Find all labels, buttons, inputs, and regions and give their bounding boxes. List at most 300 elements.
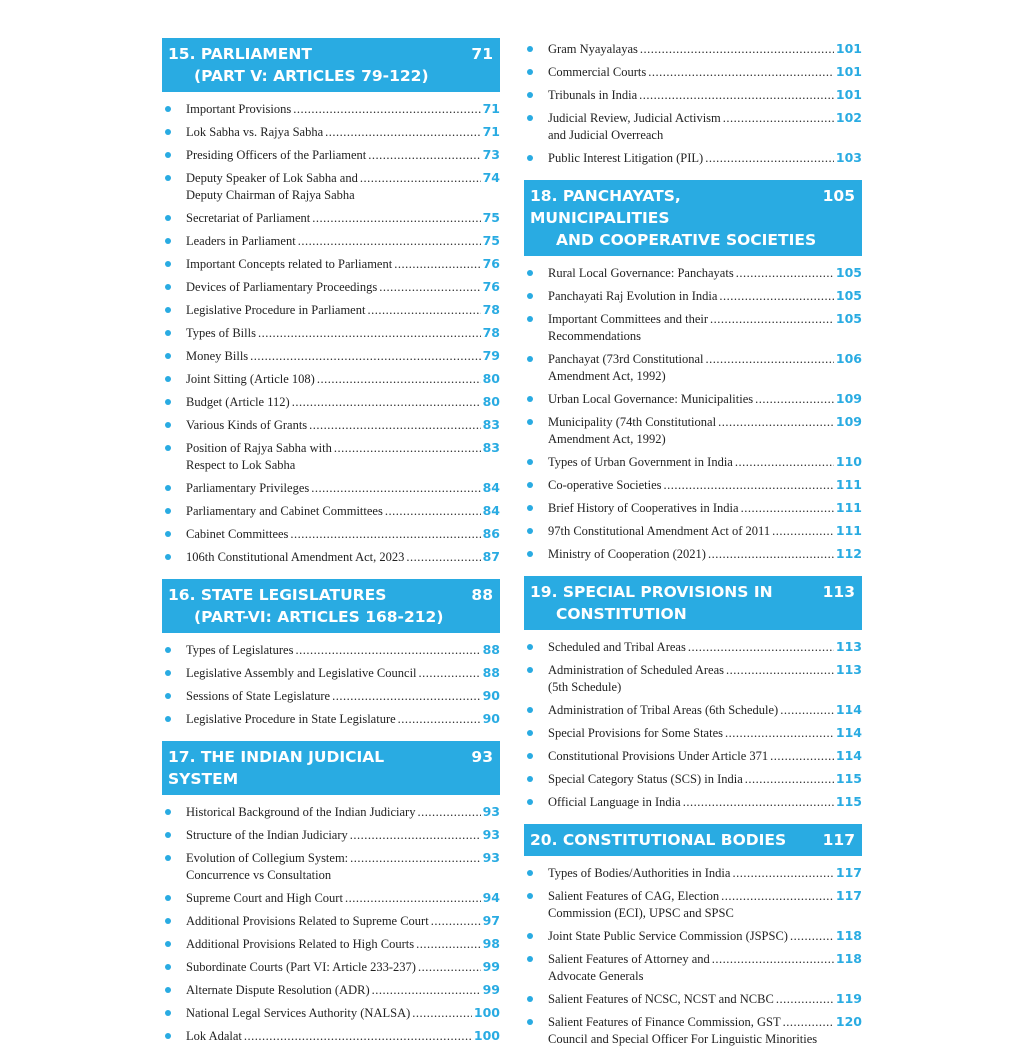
toc-entry-page: 101 (835, 64, 862, 79)
toc-entry-line (548, 149, 862, 167)
dot-leader (648, 64, 834, 81)
bullet-icon (165, 964, 171, 970)
toc-entry-page: 90 (482, 711, 500, 726)
toc-entry-line (186, 1004, 500, 1022)
toc-entry-page: 83 (482, 417, 500, 432)
section-header[interactable] (162, 741, 500, 795)
toc-entry[interactable] (162, 167, 500, 207)
toc-entry[interactable] (162, 523, 500, 546)
dot-leader (295, 642, 480, 659)
toc-entry-line (548, 350, 862, 368)
toc-entry-text: Administration of Tribal Areas (6th Schedule) (548, 703, 779, 717)
toc-entry-page: 93 (482, 804, 500, 819)
toc-entry-text: Supreme Court and High Court (186, 891, 343, 905)
toc-entry-text: Administration of Scheduled Areas (548, 663, 725, 677)
toc-entry-page: 88 (482, 665, 500, 680)
dot-leader (406, 549, 480, 566)
toc-entry-page: 99 (482, 959, 500, 974)
toc-entry-page: 103 (835, 150, 862, 165)
toc-entry-text: Evolution of Collegium System: (186, 851, 349, 865)
toc-entry[interactable] (524, 474, 862, 497)
toc-entry-text: Co-operative Societies (548, 478, 662, 492)
toc-entry-line (186, 255, 500, 273)
toc-entry[interactable] (162, 801, 500, 824)
toc-entry-page: 99 (482, 982, 500, 997)
toc-entry-text: Types of Bodies/Authorities in India (548, 866, 731, 880)
toc-entry[interactable] (524, 497, 862, 520)
toc-entry-page: 115 (835, 794, 862, 809)
toc-entry-text: Public Interest Litigation (PIL) (548, 151, 704, 165)
bullet-icon (165, 353, 171, 359)
toc-entry-text: Legislative Assembly and Legislative Council (186, 666, 417, 680)
dot-leader (708, 546, 834, 563)
toc-entry[interactable] (524, 520, 862, 543)
bullet-icon (165, 485, 171, 491)
toc-entry[interactable] (524, 659, 862, 699)
bullet-icon (527, 667, 533, 673)
toc-entry-line (548, 390, 862, 408)
toc-entry-page: 76 (482, 256, 500, 271)
toc-entry-line (186, 664, 500, 682)
toc-entry-line (186, 935, 500, 953)
dot-leader (250, 348, 480, 365)
dot-leader (311, 480, 480, 497)
toc-entry[interactable] (162, 391, 500, 414)
bullet-icon (527, 956, 533, 962)
toc-list (524, 262, 862, 566)
toc-entry-text: Ministry of Cooperation (2021) (548, 547, 706, 561)
toc-entry-line (548, 413, 862, 431)
toc-entry-page: 120 (835, 1014, 862, 1029)
section-subtitle: (PART-VI: ARTICLES 168-212) (194, 608, 444, 626)
toc-entry-line (548, 264, 862, 282)
toc-entry-page: 114 (835, 702, 862, 717)
toc-entry-page: 76 (482, 279, 500, 294)
toc-section (162, 38, 500, 569)
toc-entry[interactable] (162, 1025, 500, 1048)
toc-entry-page: 106 (835, 351, 862, 366)
toc-entry-line (548, 793, 862, 811)
toc-entry-text: Secretariat of Parliament (186, 211, 311, 225)
section-title: 16. STATE LEGISLATURES (168, 586, 387, 604)
toc-entry[interactable] (162, 368, 500, 391)
toc-entry-page: 80 (482, 371, 500, 386)
toc-entry-text-continued: and Judicial Overreach (548, 128, 664, 142)
toc-entry-line (186, 100, 500, 118)
toc-entry[interactable] (524, 885, 862, 925)
toc-entry-line (186, 146, 500, 164)
toc-section (524, 824, 862, 1051)
bullet-icon (527, 933, 533, 939)
toc-entry-text: Important Concepts related to Parliament (186, 257, 393, 271)
bullet-icon (165, 445, 171, 451)
toc-entry[interactable] (162, 230, 500, 253)
dot-leader (317, 371, 481, 388)
toc-entry[interactable] (162, 299, 500, 322)
toc-entry[interactable] (524, 543, 862, 566)
toc-entry-line (548, 770, 862, 788)
dot-leader (334, 440, 481, 457)
bullet-icon (527, 644, 533, 650)
toc-entry-text: Deputy Speaker of Lok Sabha and (186, 171, 358, 185)
toc-entry[interactable] (162, 437, 500, 477)
toc-entry-line (548, 747, 862, 765)
dot-leader (431, 913, 481, 930)
toc-entry-page: 118 (835, 928, 862, 943)
toc-list (524, 38, 862, 170)
toc-entry-page: 111 (835, 500, 862, 515)
dot-leader (350, 850, 480, 867)
toc-entry-line (186, 525, 500, 543)
section-page-number: 105 (822, 187, 855, 205)
bullet-icon (165, 106, 171, 112)
toc-entry-page: 111 (835, 477, 862, 492)
toc-entry[interactable] (524, 411, 862, 451)
bullet-icon (165, 670, 171, 676)
section-header[interactable] (524, 824, 862, 856)
bullet-icon (527, 396, 533, 402)
toc-entry-page: 79 (482, 348, 500, 363)
toc-entry-page: 84 (482, 503, 500, 518)
toc-entry-page: 115 (835, 771, 862, 786)
bullet-icon (527, 69, 533, 75)
toc-entry-line (186, 232, 500, 250)
toc-entry[interactable] (524, 745, 862, 768)
toc-entry[interactable] (524, 348, 862, 388)
bullet-icon (165, 918, 171, 924)
dot-leader (385, 503, 481, 520)
toc-entry[interactable] (524, 147, 862, 170)
toc-entry[interactable] (524, 925, 862, 948)
dot-leader (736, 265, 834, 282)
toc-entry-text: Salient Features of CAG, Election (548, 889, 720, 903)
toc-entry[interactable] (162, 253, 500, 276)
toc-entry-text: Brief History of Cooperatives in India (548, 501, 739, 515)
dot-leader (735, 454, 834, 471)
toc-entry[interactable] (162, 144, 500, 167)
toc-entry[interactable] (162, 98, 500, 121)
toc-entry[interactable] (162, 910, 500, 933)
bullet-icon (527, 893, 533, 899)
toc-entry-text: Sessions of State Legislature (186, 689, 331, 703)
dot-leader (712, 951, 834, 968)
toc-entry-page: 105 (835, 288, 862, 303)
toc-entry[interactable] (162, 887, 500, 910)
dot-leader (368, 147, 480, 164)
bullet-icon (165, 508, 171, 514)
toc-entry[interactable] (524, 722, 862, 745)
dot-leader (412, 1005, 472, 1022)
toc-entry-text: Additional Provisions Related to Supreme Court (186, 914, 429, 928)
toc-entry-line (186, 912, 500, 930)
toc-entry-line (186, 324, 500, 342)
toc-entry-line (186, 416, 500, 434)
toc-entry-text: Structure of the Indian Judiciary (186, 828, 348, 842)
toc-entry-line (548, 499, 862, 517)
section-page-number: 88 (471, 586, 493, 604)
section-header[interactable] (162, 38, 500, 92)
toc-entry-page: 111 (835, 523, 862, 538)
toc-entry-text: Scheduled and Tribal Areas (548, 640, 686, 654)
toc-entry[interactable] (524, 107, 862, 147)
toc-entry-text-continued: (5th Schedule) (548, 680, 622, 694)
bullet-icon (527, 356, 533, 362)
toc-entry[interactable] (524, 768, 862, 791)
toc-entry-page: 75 (482, 210, 500, 225)
toc-section (162, 741, 500, 1048)
toc-entry[interactable] (524, 791, 862, 814)
bullet-icon (527, 528, 533, 534)
toc-entry[interactable] (162, 345, 500, 368)
dot-leader (244, 1028, 472, 1045)
toc-entry-line (548, 63, 862, 81)
toc-entry[interactable] (524, 61, 862, 84)
toc-entry-text: Municipality (74th Constitutional (548, 415, 717, 429)
toc-entry-page: 101 (835, 87, 862, 102)
dot-leader (718, 414, 834, 431)
toc-entry-line (186, 278, 500, 296)
toc-entry-page: 119 (835, 991, 862, 1006)
toc-entry-line (186, 370, 500, 388)
toc-entry[interactable] (524, 948, 862, 988)
toc-entry-line (548, 887, 862, 905)
toc-section (162, 579, 500, 731)
toc-entry-page: 80 (482, 394, 500, 409)
toc-entry[interactable] (162, 1002, 500, 1025)
dot-leader (755, 391, 834, 408)
section-subtitle: CONSTITUTION (556, 605, 687, 623)
bullet-icon (527, 753, 533, 759)
toc-entry[interactable] (524, 262, 862, 285)
toc-entry-page: 94 (482, 890, 500, 905)
dot-leader (418, 959, 481, 976)
toc-entry[interactable] (524, 451, 862, 474)
bullet-icon (527, 270, 533, 276)
toc-entry-text: Rural Local Governance: Panchayats (548, 266, 734, 280)
toc-entry-line (186, 687, 500, 705)
toc-entry[interactable] (162, 121, 500, 144)
toc-entry[interactable] (524, 388, 862, 411)
toc-entry[interactable] (162, 824, 500, 847)
toc-entry[interactable] (162, 639, 500, 662)
dot-leader (639, 87, 834, 104)
toc-entry[interactable] (162, 847, 500, 887)
bullet-icon (165, 832, 171, 838)
bullet-icon (527, 1019, 533, 1025)
toc-entry-page: 105 (835, 265, 862, 280)
toc-entry-page: 84 (482, 480, 500, 495)
dot-leader (770, 748, 834, 765)
toc-entry[interactable] (524, 699, 862, 722)
toc-entry[interactable] (524, 862, 862, 885)
toc-entry-text: Salient Features of NCSC, NCST and NCBC (548, 992, 774, 1006)
toc-entry-page: 109 (835, 391, 862, 406)
toc-entry-line (186, 710, 500, 728)
toc-entry-line (548, 990, 862, 1008)
toc-entry-text: Historical Background of the Indian Judiciary (186, 805, 416, 819)
toc-entry-line (186, 169, 500, 187)
toc-entry-line (548, 638, 862, 656)
toc-entry-page: 100 (473, 1005, 500, 1020)
toc-entry-line (548, 701, 862, 719)
section-header[interactable] (524, 180, 862, 256)
dot-leader (706, 351, 834, 368)
toc-entry-line (548, 476, 862, 494)
toc-entry-text: Joint Sitting (Article 108) (186, 372, 315, 386)
toc-entry-line (186, 123, 500, 141)
toc-entry[interactable] (162, 662, 500, 685)
toc-entry-page: 98 (482, 936, 500, 951)
toc-entry-page: 114 (835, 725, 862, 740)
toc-entry[interactable] (162, 276, 500, 299)
bullet-icon (527, 551, 533, 557)
toc-entry-text-continued: Amendment Act, 1992) (548, 369, 666, 383)
toc-entry-line (548, 86, 862, 104)
section-header[interactable] (162, 579, 500, 633)
dot-leader (790, 928, 834, 945)
section-page-number: 71 (471, 45, 493, 63)
toc-entry[interactable] (162, 477, 500, 500)
bullet-icon (527, 505, 533, 511)
toc-entry[interactable] (162, 685, 500, 708)
toc-entry-text: National Legal Services Authority (NALSA) (186, 1006, 411, 1020)
dot-leader (332, 688, 481, 705)
toc-entry[interactable] (162, 414, 500, 437)
toc-entry-text: Presiding Officers of the Parliament (186, 148, 367, 162)
bullet-icon (165, 215, 171, 221)
dot-leader (688, 639, 834, 656)
toc-entry[interactable] (162, 546, 500, 569)
toc-entry-page: 113 (835, 662, 862, 677)
toc-entry[interactable] (524, 636, 862, 659)
bullet-icon (165, 809, 171, 815)
toc-entry[interactable] (162, 956, 500, 979)
toc-entry-text: Joint State Public Service Commission (JSPSC) (548, 929, 788, 943)
toc-entry-line (186, 981, 500, 999)
bullet-icon (165, 987, 171, 993)
section-title: 15. PARLIAMENT (168, 45, 312, 63)
section-subtitle: (PART V: ARTICLES 79-122) (194, 67, 429, 85)
toc-entry-text: Subordinate Courts (Part VI: Article 233-237) (186, 960, 416, 974)
toc-entry-text: Panchayati Raj Evolution in India (548, 289, 718, 303)
section-title: 17. THE INDIAN JUDICIAL SYSTEM (168, 748, 385, 788)
bullet-icon (527, 996, 533, 1002)
toc-entry-page: 112 (835, 546, 862, 561)
toc-section (524, 576, 862, 814)
toc-list (524, 636, 862, 814)
toc-entry-line (548, 661, 862, 679)
toc-entry-text-continued: Respect to Lok Sabha (186, 458, 296, 472)
bullet-icon (165, 376, 171, 382)
toc-entry-text: 106th Constitutional Amendment Act, 2023 (186, 550, 405, 564)
dot-leader (345, 890, 481, 907)
toc-entry-text: Types of Urban Government in India (548, 455, 733, 469)
toc-entry[interactable] (524, 308, 862, 348)
toc-entry-line (548, 522, 862, 540)
toc-list (162, 98, 500, 569)
toc-entry-line (548, 40, 862, 58)
toc-entry-text: Cabinet Committees (186, 527, 289, 541)
toc-entry-page: 78 (482, 325, 500, 340)
toc-entry[interactable] (524, 988, 862, 1011)
toc-entry-page: 110 (835, 454, 862, 469)
section-header[interactable] (524, 576, 862, 630)
dot-leader (780, 702, 834, 719)
toc-entry[interactable] (162, 207, 500, 230)
toc-entry-page: 71 (482, 101, 500, 116)
toc-entry[interactable] (162, 500, 500, 523)
right-column (524, 38, 862, 1061)
bullet-icon (165, 531, 171, 537)
section-page-number: 117 (822, 831, 855, 849)
dot-leader (258, 325, 481, 342)
toc-entry-text: Important Provisions (186, 102, 292, 116)
toc-entry-text: Panchayat (73rd Constitutional (548, 352, 704, 366)
toc-entry-text-continued: Recommendations (548, 329, 642, 343)
toc-entry-page: 74 (482, 170, 500, 185)
dot-leader (719, 288, 833, 305)
bullet-icon (165, 175, 171, 181)
toc-entry-page: 101 (835, 41, 862, 56)
toc-entry[interactable] (162, 933, 500, 956)
dot-leader (664, 477, 834, 494)
dot-leader (360, 170, 481, 187)
dot-leader (367, 302, 480, 319)
toc-entry-text: Tribunals in India (548, 88, 638, 102)
bullet-icon (165, 129, 171, 135)
dot-leader (372, 982, 481, 999)
toc-entry[interactable] (162, 979, 500, 1002)
toc-entry[interactable] (162, 322, 500, 345)
bullet-icon (527, 707, 533, 713)
toc-entry-text: Alternate Dispute Resolution (ADR) (186, 983, 370, 997)
toc-entry-text: Lok Adalat (186, 1029, 242, 1043)
toc-entry-text: Types of Bills (186, 326, 256, 340)
dot-leader (325, 124, 480, 141)
toc-entry-page: 97 (482, 913, 500, 928)
toc-entry-page: 90 (482, 688, 500, 703)
bullet-icon (527, 776, 533, 782)
dot-leader (741, 500, 834, 517)
toc-entry[interactable] (162, 708, 500, 731)
toc-entry-text: Parliamentary Privileges (186, 481, 310, 495)
toc-entry-text: Parliamentary and Cabinet Committees (186, 504, 383, 518)
toc-entry-line (548, 545, 862, 563)
toc-entry-page: 113 (835, 639, 862, 654)
dot-leader (725, 725, 834, 742)
toc-entry-page: 75 (482, 233, 500, 248)
bullet-icon (165, 554, 171, 560)
toc-entry-text: Constitutional Provisions Under Article 371 (548, 749, 769, 763)
dot-leader (379, 279, 480, 296)
toc-entry-text: Judicial Review, Judicial Activism (548, 111, 721, 125)
toc-entry[interactable] (524, 84, 862, 107)
toc-entry-text: Salient Features of Finance Commission, GST (548, 1015, 781, 1029)
bullet-icon (165, 152, 171, 158)
dot-leader (705, 150, 834, 167)
toc-section (524, 38, 862, 170)
toc-entry[interactable] (524, 285, 862, 308)
bullet-icon (165, 330, 171, 336)
toc-entry[interactable] (524, 38, 862, 61)
bullet-icon (165, 284, 171, 290)
toc-entry-line (548, 453, 862, 471)
section-page-number: 93 (471, 748, 493, 766)
toc-entry-text: 97th Constitutional Amendment Act of 2011 (548, 524, 771, 538)
dot-leader (726, 662, 834, 679)
bullet-icon (165, 941, 171, 947)
toc-entry[interactable] (524, 1011, 862, 1051)
